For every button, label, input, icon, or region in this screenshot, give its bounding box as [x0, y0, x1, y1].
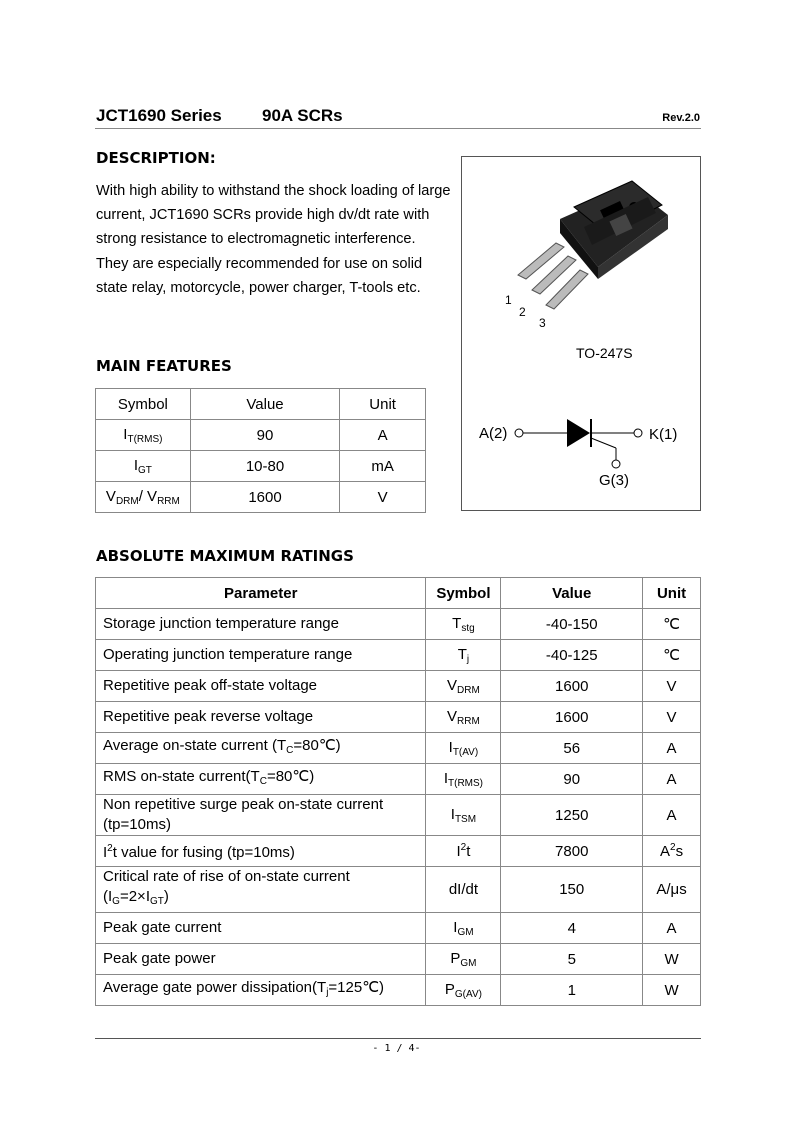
- unit-cell: A: [643, 913, 701, 944]
- header-symbol: Symbol: [96, 389, 191, 420]
- table-row: [96, 913, 701, 944]
- table-row: [96, 420, 426, 451]
- header-value: Value: [501, 578, 643, 609]
- value-cell: 4: [501, 913, 643, 944]
- parameter-cell: $I^2t$ value for fusing (tp=10ms): [96, 836, 426, 867]
- to247-package-icon: [518, 181, 668, 309]
- unit-cell: W: [643, 944, 701, 975]
- symbol-cell: $P_{G(AV)}$: [426, 975, 501, 1006]
- pin-1-label: 1: [505, 293, 512, 307]
- table-row: [96, 975, 701, 1006]
- table-row: [96, 944, 701, 975]
- symbol-cell: $V_{DRM}/$ $V_{RRM}$: [96, 482, 191, 513]
- unit-cell: V: [643, 702, 701, 733]
- symbol-cell: $T_{stg}$: [426, 609, 501, 640]
- header-divider: [95, 128, 701, 129]
- header-symbol: Symbol: [426, 578, 501, 609]
- parameter-cell: Repetitive peak off-state voltage: [96, 671, 426, 702]
- product-title: 90A SCRs: [262, 106, 343, 125]
- package-label: TO-247S: [576, 345, 633, 361]
- description-title: DESCRIPTION:: [96, 149, 216, 167]
- value-cell: 10-80: [190, 451, 339, 482]
- table-row: [96, 764, 701, 795]
- ratings-title: ABSOLUTE MAXIMUM RATINGS: [96, 547, 354, 565]
- main-features-table: [95, 388, 426, 513]
- value-cell: 1600: [190, 482, 339, 513]
- parameter-cell: Average on-state current $(T_C=80℃)$: [96, 733, 426, 764]
- series-title: JCT1690 Series: [96, 106, 222, 125]
- gate-label: G(3): [599, 472, 629, 489]
- parameter-cell: Storage junction temperature range: [96, 609, 426, 640]
- symbol-cell: $I^2t$: [426, 836, 501, 867]
- anode-label: A(2): [479, 425, 508, 442]
- package-figure: [462, 157, 700, 510]
- parameter-cell: RMS on-state $current(T_C=80℃)$: [96, 764, 426, 795]
- value-cell: 7800: [501, 836, 643, 867]
- unit-cell: ℃: [643, 640, 701, 671]
- symbol-cell: $I_{T(RMS)}$: [426, 764, 501, 795]
- symbol-cell: $P_{GM}$: [426, 944, 501, 975]
- main-features-title: MAIN FEATURES: [96, 357, 232, 375]
- unit-cell: ℃: [643, 609, 701, 640]
- symbol-cell: $V_{RRM}$: [426, 702, 501, 733]
- value-cell: 1250: [501, 795, 643, 836]
- value-cell: -40-125: [501, 640, 643, 671]
- value-cell: 90: [190, 420, 339, 451]
- unit-cell: A: [643, 733, 701, 764]
- page-number: - 1 / 4-: [372, 1043, 421, 1054]
- parameter-cell: Average gate power $dissipation(T_j=125℃)$: [96, 975, 426, 1006]
- table-row: [96, 482, 426, 513]
- ratings-table: [95, 577, 701, 1006]
- table-row: [96, 702, 701, 733]
- header-parameter: Parameter: [96, 578, 426, 609]
- value-cell: 1600: [501, 671, 643, 702]
- table-row: [96, 733, 701, 764]
- symbol-cell: $I_{T(AV)}$: [426, 733, 501, 764]
- unit-cell: A: [643, 795, 701, 836]
- cathode-label: K(1): [649, 426, 678, 443]
- header-unit: Unit: [643, 578, 701, 609]
- revision-label: Rev.2.0: [662, 112, 700, 124]
- description-text: With high ability to withstand the shock loading of large current, JCT1690 SCRs provide high dv/dt rate with strong resistance to electromagnetic interference. They are especially recommended for use on solid state relay, motorcycle, power charger, T-tools etc.: [96, 183, 451, 296]
- unit-cell: V: [643, 671, 701, 702]
- unit-cell: V: [340, 482, 426, 513]
- parameter-cell: Critical rate of rise of on-state current $(I_G=2\times I_{GT})$: [96, 867, 426, 913]
- table-row: [96, 836, 701, 867]
- symbol-cell: $T_j$: [426, 640, 501, 671]
- value-cell: 1600: [501, 702, 643, 733]
- parameter-cell: Peak gate current: [96, 913, 426, 944]
- symbol-cell: $I_{GT}$: [96, 451, 191, 482]
- parameter-cell: Repetitive peak reverse voltage: [96, 702, 426, 733]
- symbol-cell: $I_{T(RMS)}$: [96, 420, 191, 451]
- scr-symbol-icon: [515, 419, 642, 468]
- table-row: [96, 451, 426, 482]
- value-cell: 56: [501, 733, 643, 764]
- symbol-cell: $I_{TSM}$: [426, 795, 501, 836]
- pin-3-label: 3: [539, 316, 546, 330]
- value-cell: -40-150: [501, 609, 643, 640]
- footer-divider: [95, 1038, 701, 1039]
- header-value: Value: [190, 389, 339, 420]
- table-header-row: [96, 389, 426, 420]
- value-cell: 150: [501, 867, 643, 913]
- table-row: [96, 609, 701, 640]
- symbol-cell: $I_{GM}$: [426, 913, 501, 944]
- table-header-row: [96, 578, 701, 609]
- parameter-cell: Peak gate power: [96, 944, 426, 975]
- unit-cell: A/μs: [643, 867, 701, 913]
- unit-cell: $A^2s$: [643, 836, 701, 867]
- value-cell: 90: [501, 764, 643, 795]
- pin-2-label: 2: [519, 305, 526, 319]
- value-cell: 1: [501, 975, 643, 1006]
- unit-cell: A: [643, 764, 701, 795]
- unit-cell: mA: [340, 451, 426, 482]
- header-unit: Unit: [340, 389, 426, 420]
- symbol-cell: $V_{DRM}$: [426, 671, 501, 702]
- table-row: [96, 795, 701, 836]
- parameter-cell: Operating junction temperature range: [96, 640, 426, 671]
- package-figure-box: [461, 156, 701, 511]
- parameter-cell: Non repetitive surge peak on-state current (tp=10ms): [96, 795, 426, 836]
- unit-cell: W: [643, 975, 701, 1006]
- unit-cell: A: [340, 420, 426, 451]
- table-row: [96, 640, 701, 671]
- symbol-cell: dI/dt: [426, 867, 501, 913]
- value-cell: 5: [501, 944, 643, 975]
- table-row: [96, 671, 701, 702]
- table-row: [96, 867, 701, 913]
